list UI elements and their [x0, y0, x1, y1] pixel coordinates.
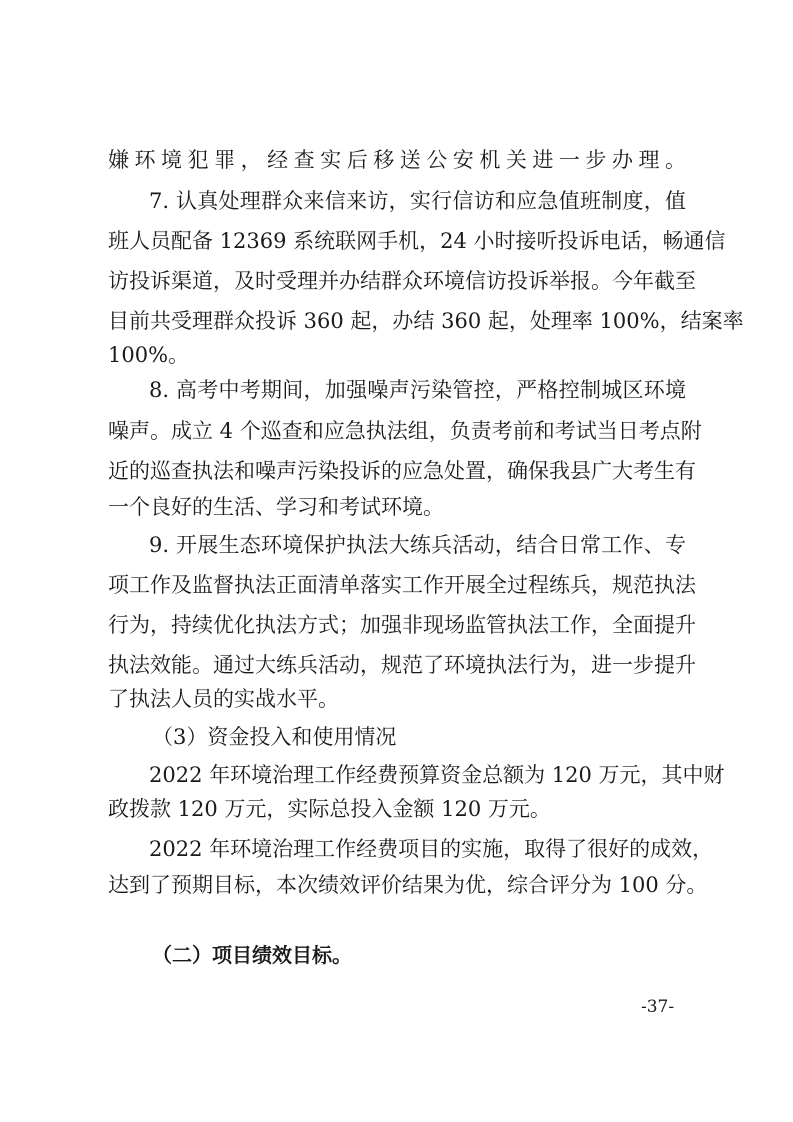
section-heading: （二）项目绩效目标。 [152, 943, 352, 967]
paragraph-line: 达到了预期目标，本次绩效评价结果为优，综合评分为 100 分。 [108, 873, 708, 897]
paragraph-line: 2022 年环境治理工作经费预算资金总额为 120 万元，其中财 [149, 763, 725, 787]
paragraph-line: 8. 高考中考期间，加强噪声污染管控，严格控制城区环境 [149, 378, 686, 402]
paragraph-line: 目前共受理群众投诉 360 起，办结 360 起，处理率 100%，结案率 [108, 309, 744, 333]
paragraph-line: 政拨款 120 万元，实际总投入金额 120 万元。 [108, 797, 551, 821]
paragraph-line: 项工作及监督执法正面清单落实工作开展全过程练兵，规范执法 [108, 573, 696, 597]
subsection-heading: （3）资金投入和使用情况 [152, 725, 397, 749]
paragraph-line: 行为，持续优化执法方式；加强非现场监管执法工作，全面提升 [108, 613, 696, 637]
paragraph-line: 7. 认真处理群众来信来访，实行信访和应急值班制度，值 [149, 189, 686, 213]
paragraph-line: 班人员配备 12369 系统联网手机，24 小时接听投诉电话，畅通信 [108, 229, 726, 253]
paragraph-line: 了执法人员的实战水平。 [108, 687, 339, 711]
paragraph-line: 100%。 [108, 343, 190, 367]
paragraph-line: 近的巡查执法和噪声污染投诉的应急处置，确保我县广大考生有 [108, 459, 696, 483]
page-number: -37- [641, 997, 675, 1017]
paragraph-line: 噪声。成立 4 个巡查和应急执法组，负责考前和考试当日考点附 [108, 419, 702, 443]
paragraph-line: 嫌环境犯罪，经查实后移送公安机关进一步办理。 [108, 148, 686, 172]
paragraph-line: 9. 开展生态环境保护执法大练兵活动，结合日常工作、专 [149, 533, 686, 557]
paragraph-line: 2022 年环境治理工作经费项目的实施，取得了很好的成效， [149, 837, 714, 861]
paragraph-line: 执法效能。通过大练兵活动，规范了环境执法行为，进一步提升 [108, 653, 696, 677]
paragraph-line: 访投诉渠道，及时受理并办结群众环境信访投诉举报。今年截至 [108, 269, 696, 293]
paragraph-line: 一个良好的生活、学习和考试环境。 [108, 495, 444, 519]
